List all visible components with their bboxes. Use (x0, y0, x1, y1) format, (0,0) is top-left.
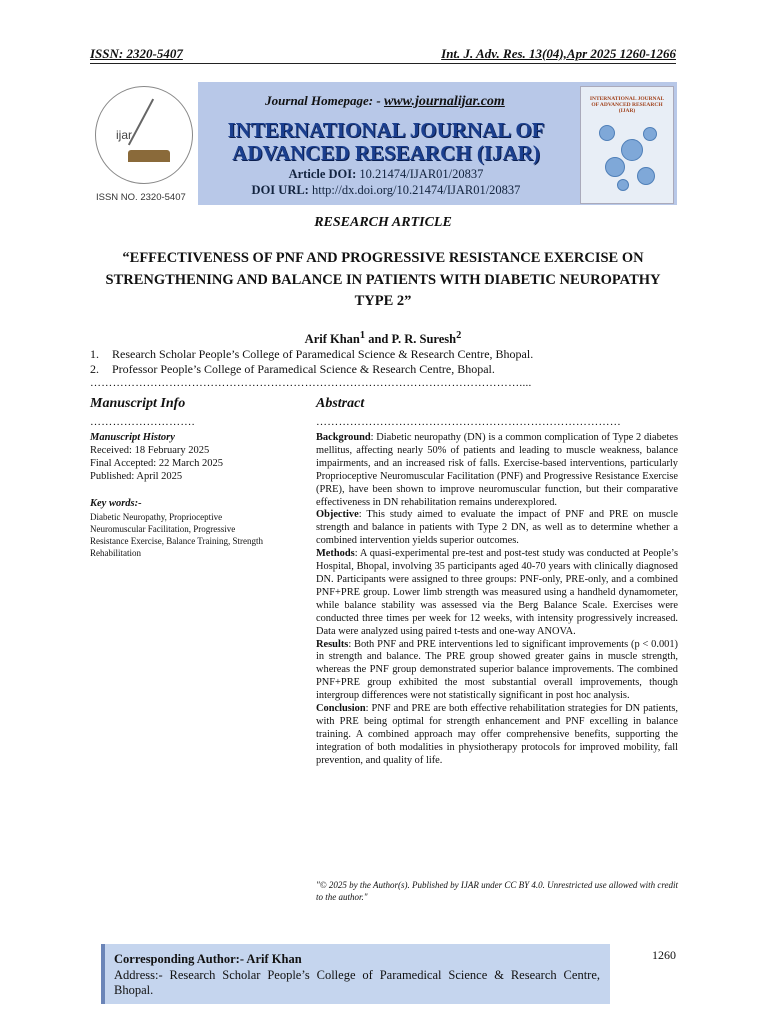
objective-label: Objective (316, 509, 359, 521)
received-date: Received: 18 February 2025 (90, 445, 210, 456)
affiliation-number: 1. (90, 347, 99, 361)
paper-title: “EFFECTIVENESS OF PNF AND PROGRESSIVE RESISTANCE EXERCISE ON STRENGTHENING AND BALANCE IN PATIENTS WITH DIABETIC NEUROPATHY TYPE 2” (105, 250, 661, 309)
article-type: RESEARCH ARTICLE (314, 215, 452, 230)
article-doi (200, 167, 572, 182)
molecule-icon (617, 179, 629, 191)
journal-title-line1: INTERNATIONAL JOURNAL OF (227, 118, 545, 142)
molecule-icon (605, 157, 625, 177)
journal-homepage (200, 93, 570, 110)
header-issn: ISSN: 2320-5407 (90, 46, 183, 61)
abstract-body (316, 432, 678, 768)
journal-logo (95, 86, 193, 184)
dotted-separator: ………………………. (90, 416, 195, 428)
affiliation (90, 347, 533, 362)
header-journal-ref: Int. J. Adv. Res. 13(04),Apr 2025 1260-1266 (441, 46, 676, 61)
conclusion-label: Conclusion (316, 703, 366, 715)
conclusion-text: : PNF and PRE are both effective rehabilitation strategies for DN patients, with PRE being optimal for strength enhancement and PNF excelling in balance training. A combined approach may offer comprehensive benefits, supporting the integration of both modalities in physiotherapy protocols for improved mobility, fall prevention, and quality of life. (316, 703, 678, 766)
homepage-link[interactable]: www.journalijar.com (383, 94, 505, 109)
author-name: Arif Khan (304, 332, 360, 347)
author-name: P. R. Suresh (391, 332, 457, 347)
author-affiliation-marker: 1 (359, 330, 366, 341)
doi-value: 10.21474/IJAR01/20837 (359, 167, 484, 181)
abstract-conclusion (316, 703, 678, 768)
affiliation-number: 2. (90, 362, 99, 376)
published-date: Published: April 2025 (90, 471, 183, 482)
header-rule (90, 63, 676, 64)
background-text: : Diabetic neuropathy (DN) is a common complication of Type 2 diabetes mellitus, affecting nearly 50% of patients and leading to muscle weakness, balance impairments, and an increased risk of falls. Exercise-based interventions, particularly Proprioceptive Neuromuscular Facilitation (PNF) and Progressive Resistance Exercise (PRE), have been shown to improve neuromuscular function, but their comparative effectiveness in DN rehabilitation remains underexplored. (316, 432, 678, 508)
doi-url-label: DOI URL: (251, 183, 309, 197)
molecule-icon (599, 125, 615, 141)
author-affiliation-marker: 2 (456, 330, 462, 341)
logo-issn: ISSN NO. 2320-5407 (96, 192, 186, 203)
results-text: : Both PNF and PRE interventions led to significant improvements (p < 0.001) in strength and balance. The PRE group showed greater gains in muscle strength, whereas the PNF group demonstrated superior balance improvements. The combined PNF+PRE group exhibited the most substantial overall improvements, though intergroup differences were not statistically significant in post hoc analysis. (316, 638, 678, 702)
author-separator: and (365, 332, 392, 347)
results-label: Results (316, 638, 349, 650)
keywords-label: Key words:- (90, 498, 142, 509)
book-icon (128, 150, 170, 162)
corresponding-author-address: Address:- Research Scholar People’s College of Paramedical Science & Research Centre, Bhopal. (114, 968, 600, 997)
page-number: 1260 (652, 948, 676, 962)
cover-title: INTERNATIONAL JOURNAL OF ADVANCED RESEARCH (IJAR) (589, 96, 665, 114)
abstract-background (316, 432, 678, 509)
abstract-results (316, 639, 678, 704)
abstract-methods (316, 548, 678, 638)
affiliation (90, 362, 495, 377)
objective-text: : This study aimed to evaluate the impact of PNF and PRE on muscle strength and balance in patients with Type 2 DN, as well as to determine whether a combined intervention yields superior outcomes. (316, 509, 678, 547)
background-label: Background (316, 432, 371, 443)
affiliation-text: Professor People’s College of Paramedical Science & Research Centre, Bhopal. (112, 362, 495, 376)
molecule-icon (621, 139, 643, 161)
methods-label: Methods (316, 548, 355, 560)
doi-url-link[interactable]: http://dx.doi.org/10.21474/IJAR01/20837 (311, 183, 521, 197)
homepage-label: Journal Homepage: - (265, 93, 381, 108)
author-list (90, 330, 676, 347)
abstract-heading: Abstract (316, 396, 365, 411)
molecule-icon (643, 127, 657, 141)
abstract-objective (316, 509, 678, 548)
journal-title-line2: ADVANCED RESEARCH (IJAR) (232, 141, 540, 165)
dotted-separator: …………………………………………………………………………………………………….... (90, 377, 532, 389)
doi-url (200, 183, 572, 198)
affiliation-text: Research Scholar People’s College of Paramedical Science & Research Centre, Bhopal. (112, 347, 534, 361)
methods-text: : A quasi-experimental pre-test and post-test study was conducted at People’s Hospital, Bhopal, involving 35 participants aged 40-70 years with clinically diagnosed DN. Participants were assigned to three groups: PNF-only, PRE-only, and a combined PNF+PRE group. Lower limb strength was measured using a handheld dynamometer, while balance stability was assessed via the Berg Balance Scale. Exercises were conducted three times per week for 12 weeks, with intensity progressively increased. Data were analyzed using paired t-tests and one-way ANOVA. (316, 548, 678, 637)
journal-title (200, 119, 572, 165)
manuscript-info-heading: Manuscript Info (90, 396, 186, 411)
keywords-text: Diabetic Neuropathy, Proprioceptive Neuromuscular Facilitation, Progressive Resistance Exercise, Balance Training, Strength Rehabilitation (90, 512, 263, 558)
logo-text: ijar (116, 128, 133, 142)
manuscript-history-label: Manuscript History (90, 432, 175, 443)
dotted-separator: ……………………………………………………………………… (316, 416, 622, 428)
license-notice: "© 2025 by the Author(s). Published by IJAR under CC BY 4.0. Unrestricted use allowed with credit to the author." (316, 880, 678, 902)
accepted-date: Final Accepted: 22 March 2025 (90, 458, 223, 469)
doi-label: Article DOI: (288, 167, 357, 181)
molecule-icon (637, 167, 655, 185)
corresponding-author-label: Corresponding Author:- Arif Khan (114, 952, 302, 966)
